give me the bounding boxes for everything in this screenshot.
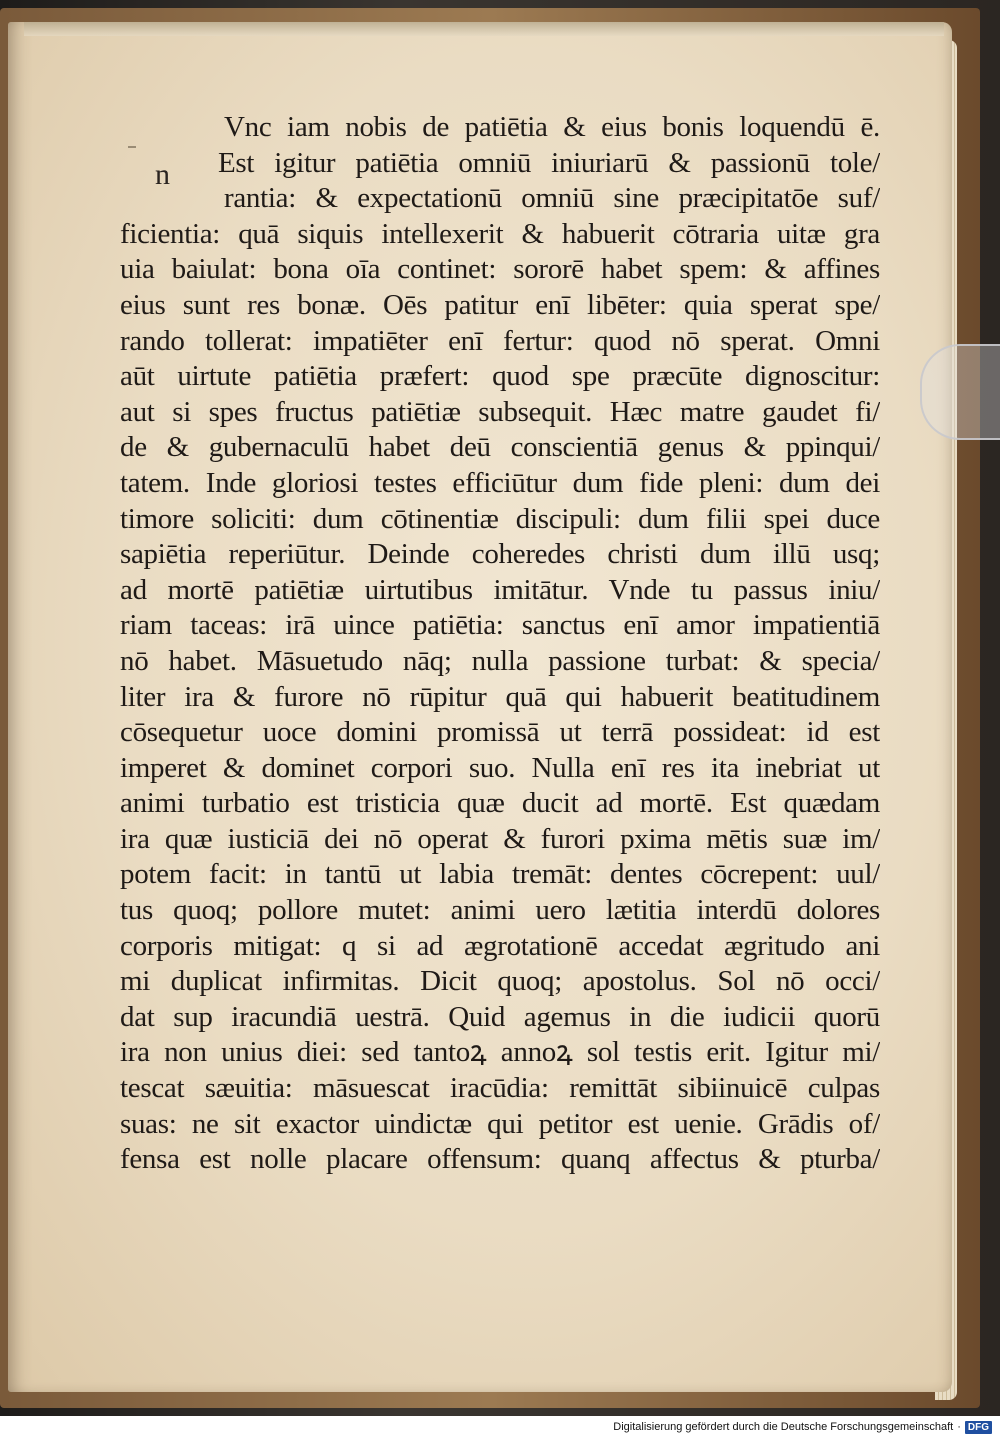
text-line: Est igitur patiētia omniū iniuriarū & passionū tole/: [218, 146, 880, 179]
text-line: aūt uirtute patiētia præfert: quod spe præcūte dignoscitur:: [120, 360, 880, 393]
text-line: tatem. Inde gloriosi testes efficiūtur dum fide pleni: dum dei: [120, 466, 880, 499]
text-line: sapiētia reperiūtur. Deinde coheredes christi dum illū usq;: [120, 538, 880, 571]
guide-letter: n: [155, 158, 170, 191]
text-line: eius sunt res bonæ. Oēs patitur enī libēter: quia sperat spe/: [120, 288, 880, 321]
text-line: mi duplicat infirmitas. Dicit quoq; apostolus. Sol nō occi/: [120, 965, 880, 998]
text-line: imperet & dominet corpori suo. Nulla enī res ita inebriat ut: [120, 751, 880, 784]
text-line: tescat sæuitia: māsuescat iracūdia: remittāt sibiinuicē culpas: [120, 1072, 880, 1105]
text-line: fensa est nolle placare offensum: quanq affectus & pturba/: [120, 1143, 880, 1176]
text-line: uia baiulat: bona oīa continet: sororē habet spem: & affines: [120, 253, 880, 286]
footer: [586, 1418, 992, 1436]
body-text: [120, 110, 880, 1178]
text-line: ira quæ iusticiā dei nō operat & furori pxima mētis suæ im/: [120, 822, 880, 855]
text-line: riam taceas: irā uince patiētia: sanctus enī amor impatientiā: [120, 609, 880, 642]
text-line: rantia: & expectationū omniū sine præcipitatōe suf/: [224, 182, 880, 215]
text-line: ficientia: quā siquis intellexerit & habuerit cōtraria uitæ gra: [120, 217, 880, 250]
text-line: corporis mitigat: q si ad ægrotationē accedat ægritudo ani: [120, 929, 880, 962]
dfg-logo: DFG: [965, 1421, 992, 1434]
text-line: potem facit: in tantū ut labia tremāt: dentes cōcrepent: uul/: [120, 858, 880, 891]
text-line: liter ira & furore nō rūpitur quā qui habuerit beatitudinem: [120, 680, 880, 713]
text-line: suas: ne sit exactor uindictæ qui petitor est uenie. Grādis of/: [120, 1107, 880, 1140]
text-line: ad mortē patiētiæ uirtutibus imitātur. Vnde tu passus iniu/: [120, 573, 880, 606]
text-line: nō habet. Māsuetudo nāq; nulla passione turbat: & specia/: [120, 644, 880, 677]
text-line: animi turbatio est tristicia quæ ducit ad mortē. Est quædam: [120, 787, 880, 820]
text-line: Vnc iam nobis de patiētia & eius bonis loquendū ē.: [224, 111, 880, 143]
text-line: de & gubernaculū habet deū conscientiā genus & ppinqui/: [120, 431, 880, 464]
text-line: timore soliciti: dum cōtinentiæ discipuli: dum filii spei duce: [120, 502, 880, 535]
text-line: dat sup iracundiā uestrā. Quid agemus in die iudicii quorū: [120, 1000, 880, 1033]
page-clip: [920, 344, 1000, 440]
text-line: ira non unius diei: sed tantoꝝ annoꝝ sol testis erit. Igitur mi/: [120, 1036, 880, 1069]
text-line: tus quoq; pollore mutet: animi uero lætitia interdū dolores: [120, 894, 880, 927]
text-line: cōsequetur uoce domini promissā ut terrā possideat: id est: [120, 716, 880, 749]
text-line: rando tollerat: impatiēter enī fertur: quod nō sperat. Omni: [120, 324, 880, 357]
footer-credit: Digitalisierung gefördert durch die Deutsche Forschungsgemeinschaft: [613, 1421, 954, 1433]
text-line: aut si spes fructus patiētiæ subsequit. Hæc matre gaudet fi/: [120, 395, 880, 428]
page-top-shadow: [24, 22, 944, 36]
footer-separator: ·: [957, 1421, 961, 1433]
